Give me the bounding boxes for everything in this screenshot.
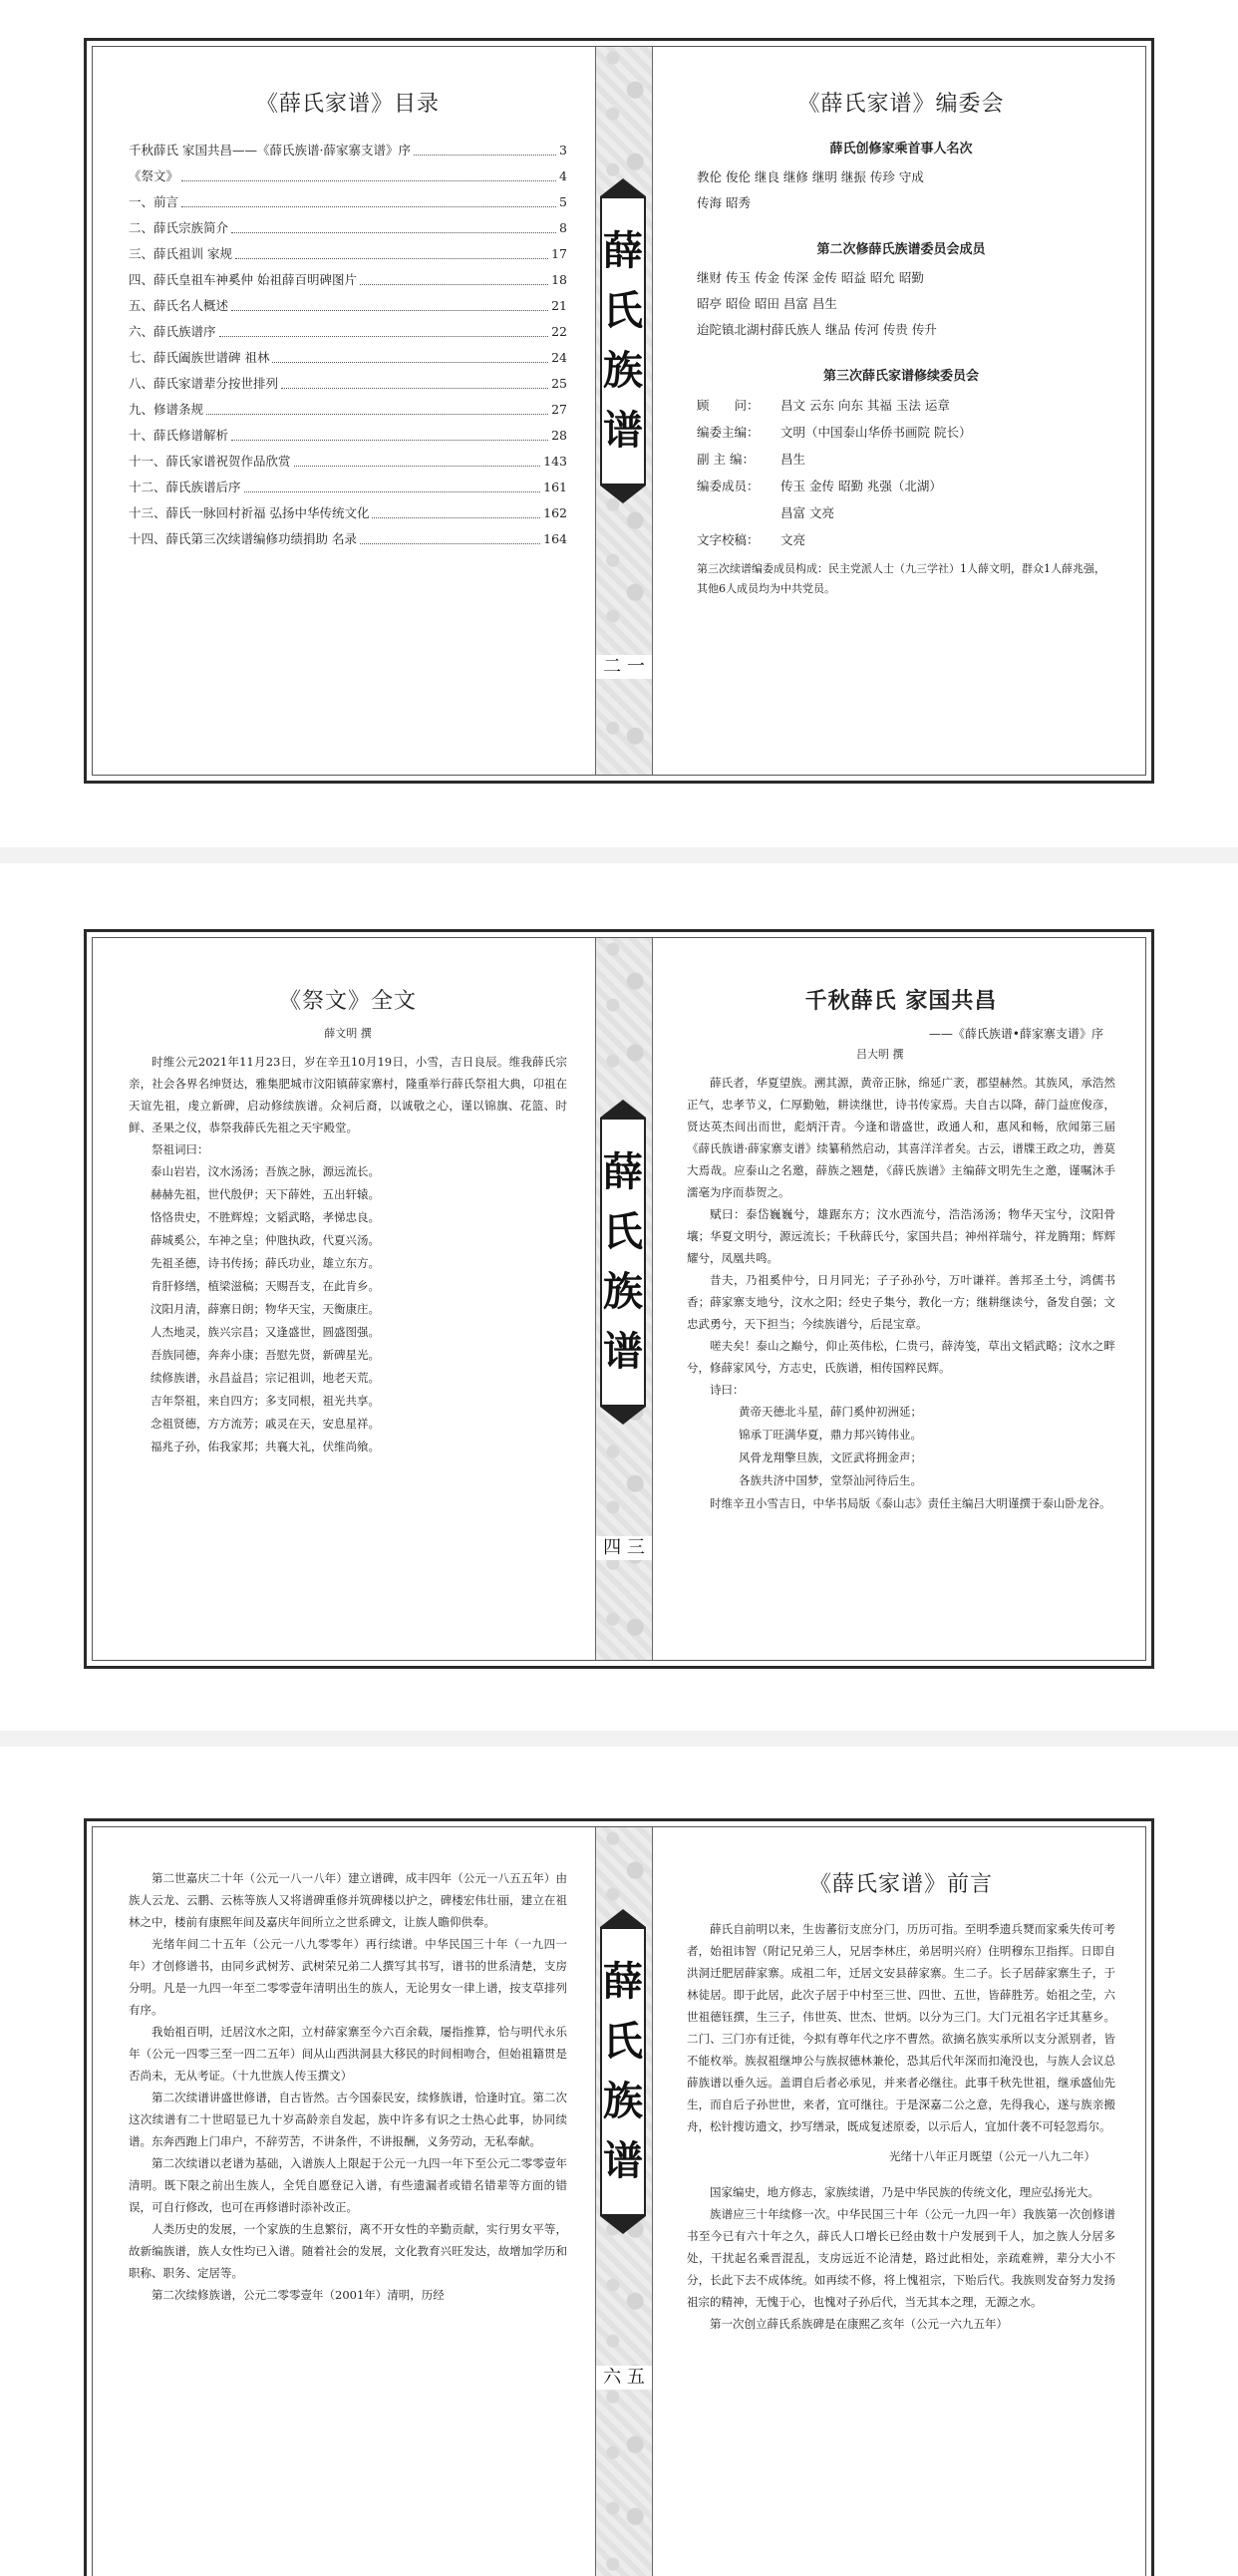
toc-item-title: 五、薛氏名人概述	[129, 298, 229, 313]
foreword-paragraph: 国家编史，地方修志，家族续谱，乃是中华民族的传统文化，理应弘扬光大。	[710, 2185, 1099, 2199]
toc-leader-dots	[272, 345, 548, 363]
jiwen-paragraph: 祭祖词曰：	[152, 1142, 209, 1156]
preface-poem-intro: 诗曰：	[710, 1383, 745, 1397]
committee-field: 文字校稿： 文亮	[697, 532, 806, 547]
committee-page	[651, 47, 1145, 775]
verse-line: 吾族同德，奔奔小康；吾慰先贤，新碑星光。	[151, 1348, 380, 1362]
toc-leader-dots	[360, 267, 548, 285]
foreword-paragraph: 第一次创立薛氏系族碑是在康熙乙亥年（公元一六九五年）	[710, 2317, 1008, 2331]
toc-item	[129, 475, 567, 500]
toc-leader-dots	[231, 423, 548, 441]
toc-item-title: 一、前言	[129, 194, 179, 209]
committee-field: 昌富 文亮	[780, 505, 834, 520]
toc-leader-dots	[181, 189, 556, 207]
toc-leader-dots	[360, 526, 540, 544]
verse-line: 人杰地灵，族兴宗昌；又逢盛世，圆盛图强。	[151, 1325, 380, 1339]
toc-leader-dots	[294, 449, 541, 467]
spine-title	[600, 1927, 646, 2216]
history-paragraph: 人类历史的发展，一个家族的生息繁衍，离不开女性的辛勤贡献，实行男女平等，故新编族谱，族人女性均已入谱。随着社会的发展，文化教育兴旺发达，故增加学历和职称、职务、定居等。	[129, 2222, 567, 2280]
toc-item-title: 九、修谱条规	[129, 402, 204, 417]
toc-item	[129, 345, 567, 371]
toc-item-page: 3	[559, 143, 567, 158]
toc-title: 《薛氏家谱》目录	[255, 92, 440, 117]
committee-note: 第三次续谱编委成员构成：民主党派人士（九三学社）1人薛文明，群众1人薛兆强，其他6人成员均为中共党员。	[697, 562, 1105, 595]
spine	[595, 938, 653, 1660]
toc-item-title: 十四、薛氏第三次续谱编修功绩捐助 名录	[129, 531, 357, 546]
spread-1	[0, 0, 1238, 847]
preface-subtitle: ——《薛氏族谱•薛家寨支谱》序	[928, 1027, 1103, 1041]
toc-item-title: 三、薛氏祖训 家规	[129, 246, 232, 261]
name-line: 传海 昭秀	[697, 195, 751, 210]
history-paragraph: 第二次续谱以老谱为基础，入谱族人上限起于公元一九四一年下至公元二零零壹年清明。既下限之前出生族人，全凭自愿登记入谱，有些遗漏者或错名错辈等方面的错误，可自行修改，也可在再修谱时添补改正。	[129, 2156, 567, 2214]
toc-item-title: 千秋薛氏 家国共昌——《薛氏族谱·薛家寨支谱》序	[129, 143, 411, 158]
third-committee-heading: 第三次薛氏家谱修续委员会	[822, 369, 979, 384]
foreword-paragraph: 薛氏自前明以来，生齿蕃衍支庶分门，历历可指。至明季遗兵燹而家乘失传可考者，始祖讳智（附记兄弟三人，兄居李林庄，弟居明兴府）住明穆东卫指挥。日即自洪洞迁肥居薛家寨。成祖二年，迁居文安县薛家寨。生二子。长子居薛家寨生子，于林徒居。即于此居，此次子居于中村至三世、四世、五世，皆薛胜芳。始祖之茔，六世祖德钰撰，生三子，伟世英、世杰、世炳。以分为三门。大门元祖名字迁其墓乡。二门、三门亦有迁徙，今拟有尊年代之序不曹然。欲摘名族实承所以支分派别者，皆不能枚举。族叔祖继坤公与族叔德林兼伦，恐其后代年深而扣淹没也，与族人会议总薛族谱以垂久远。盖谓自后者必承见，并来者必继往。此事千秋先世祖，继承盛仙先生，而自后子孙世世，来者，宜可继往。于是深嘉二公之意，先得我心，遂与族亲搬舟，松针搜访遗文，抄写缮录，既成复述原委，以示后人，宜加什袭不可轻忽焉尔。	[687, 1922, 1115, 2133]
toc-item	[129, 449, 567, 475]
verse-line: 恪恪贵史，不胜辉煌；文韬武略，孝悌忠良。	[151, 1210, 380, 1224]
toc-item-page: 4	[559, 168, 567, 183]
book-spread-toc	[84, 38, 1154, 784]
toc-item-page: 162	[543, 505, 567, 520]
toc-item-page: 25	[551, 376, 567, 391]
poem-line: 风骨龙翔擎旦族，文匠武将拥金声；	[739, 1450, 922, 1464]
second-committee-names	[687, 265, 1115, 343]
toc-item-page: 28	[551, 428, 567, 443]
jiwen-paragraph: 时维公元2021年11月23日，岁在辛丑10月19日，小雪，吉日良辰。维我薛氏宗亲，社会各界名绅贤达，雅集肥城市汶阳镇薛家寨村，隆重举行薛氏祭祖大典，卬祖在天谊先祖，虔立新碑，启动修续族谱。众祠后裔，以诚敬之心，谨以锦旗、花篮、时鲜、圣果之仪，恭祭我薛氏先祖之天宇殿堂。	[129, 1055, 567, 1134]
jiwen-verses	[129, 1160, 567, 1458]
toc-leader-dots	[281, 371, 548, 389]
spine-title	[600, 196, 646, 485]
poem-line: 各族共济中国梦，堂祭汕河待后生。	[739, 1473, 922, 1487]
toc-leader-dots	[206, 397, 548, 415]
spine-char: 族	[603, 1268, 643, 1315]
verse-line: 泰山岩岩，汶水汤汤；吾族之脉，源远流长。	[151, 1164, 380, 1178]
toc-page	[93, 47, 595, 775]
toc-item-page: 164	[543, 531, 567, 546]
spine-char: 氏	[603, 287, 643, 334]
history-paragraph: 第二世嘉庆二十年（公元一八一八年）建立谱碑，成丰四年（公元一八五五年）由族人云龙、云鹏、云栋等族人又将谱碑重修并筑碑楼以护之，碑楼宏伟壮丽，建立在祖林之中，楼前有康熙年间及嘉庆年间所立之世系碑文，让族人瞻仰供奉。	[129, 1871, 567, 1929]
preface-paragraph: 薛氏者，华夏望族。溯其源，黄帝正脉，绵延广袤，郡望赫然。其族风，承浩然正气，忠孝节义，仁厚勤勉，耕读继世，诗书传家焉。夫自古以降，薛门益庶俊彦，贤达英杰间出而世，彪炳汗青。今逢和谐盛世，政通人和，惠风和畅，欣闻第三届《薛氏族谱·薛家寨支谱》续纂稍然启动，其喜洋洋者矣。古云，谱牒王政之功，善莫大焉哉。应泰山之名邀，薛族之翘楚，《薛氏族谱》主编薛文明先生之邀，谨嘱沐手濡毫为序而恭贺之。	[687, 1076, 1115, 1199]
preface-page	[651, 938, 1145, 1660]
toc-item-page: 161	[543, 480, 567, 494]
toc-leader-dots	[244, 475, 541, 492]
verse-line: 薛城奚公，车神之皇；仲虺执政，代夏兴汤。	[151, 1233, 380, 1247]
toc-item-page: 18	[551, 272, 567, 287]
verse-line: 续修族谱，永昌益昌；宗记祖训，地老天荒。	[151, 1371, 380, 1385]
toc-item	[129, 189, 567, 215]
first-committee-heading: 薛氏创修家乘首事人名次	[829, 142, 973, 157]
committee-field: 顾 问： 昌文 云东 向东 其福 玉法 运章	[697, 398, 950, 413]
preface-poem	[687, 1401, 1115, 1492]
verse-line: 吉年祭祖，来自四方；多支同根，祖光共享。	[151, 1394, 380, 1408]
toc-leader-dots	[231, 293, 548, 311]
toc-item-title: 《祭文》	[129, 168, 179, 183]
verse-line: 肯肝修缮，植梁滋稿；天赐吾支，在此肯乡。	[151, 1279, 380, 1293]
second-committee-heading: 第二次修薛氏族谱委员会成员	[816, 242, 986, 257]
toc-item-title: 六、薛氏族谱序	[129, 324, 216, 339]
toc-item-title: 十一、薛氏家谱祝贺作品欣赏	[129, 454, 291, 469]
toc-item	[129, 215, 567, 241]
spine-char: 薛	[603, 1958, 643, 2005]
history-paragraph: 光绪年间二十五年（公元一八九零零年）再行续谱。中华民国三十年（一九四一年）才创修谱书，由同乡武树芳、武树荣兄弟二人撰写其书写，谱书的世系清楚，支房分明。凡是一九四一年至二零零壹年清明出生的族人，无论男女一律上谱，按支草排列有序。	[129, 1937, 567, 2017]
name-line: 昭亭 昭俭 昭田 昌富 昌生	[697, 296, 837, 311]
toc-item	[129, 319, 567, 345]
toc-item-page: 5	[559, 194, 567, 209]
toc-item	[129, 267, 567, 293]
toc-item-title: 八、薛氏家谱辈分按世排列	[129, 376, 279, 391]
book-spread-jiwen	[84, 929, 1154, 1669]
spine-char: 谱	[603, 407, 643, 454]
preface-paragraph: 赋曰：泰岱巍巍兮，雄踞东方；汶水西流兮，浩浩汤汤；物华天宝兮，汶阳骨壤；华夏文明兮，源远流长；千秋薛氏兮，家国共昌；神州祥瑞兮，祥龙腾翔；辉辉耀兮，凤凰共鸣。	[687, 1207, 1115, 1265]
spine-char: 薛	[603, 227, 643, 274]
toc-item-page: 143	[543, 454, 567, 469]
preface-author: 吕大明 撰	[856, 1048, 904, 1061]
spine-char: 氏	[603, 1208, 643, 1255]
foreword-page	[651, 1827, 1145, 2576]
toc-item-title: 七、薛氏阖族世谱碑 祖林	[129, 350, 270, 365]
spine-char: 氏	[603, 2018, 643, 2065]
name-line: 继财 传玉 传金 传深 金传 昭益 昭允 昭勤	[697, 270, 924, 285]
jiwen-author: 薛文明 撰	[324, 1027, 372, 1040]
name-line: 迨陀镇北湖村薛氏族人 继品 传河 传贵 传升	[697, 322, 937, 337]
spine-char: 谱	[603, 2137, 643, 2184]
toc-item-page: 27	[551, 402, 567, 417]
verse-line: 先祖圣德，诗书传扬；薛氏功业，雄立东方。	[151, 1256, 380, 1270]
verse-line: 汶阳月清，薛寨日朗；物华天宝，天衡康庄。	[151, 1302, 380, 1316]
toc-item-title: 十三、薛氏一脉回村祈福 弘扬中华传统文化	[129, 505, 370, 520]
page-number: 六 五	[596, 2366, 652, 2390]
toc-leader-dots	[414, 138, 556, 156]
toc-leader-dots	[219, 319, 549, 337]
spread-3	[0, 1747, 1238, 2576]
history-paragraph: 我始祖百明，迁居汶水之阳，立村薛家寨至今六百余载，屡指推算，恰与明代永乐年（公元一四零三至一四二五年）间从山西洪洞县大移民的时间相吻合，但始祖籍贯是否尚未，无从考证。（十九世族人传玉撰文）	[129, 2025, 567, 2083]
spine-char: 族	[603, 2078, 643, 2124]
toc-item	[129, 371, 567, 397]
toc-list	[129, 138, 567, 552]
first-committee-names	[687, 164, 1115, 216]
preface-closing: 时维辛丑小雪吉日，中华书局版《泰山志》责任主编吕大明谨撰于泰山卧龙谷。	[710, 1496, 1111, 1510]
toc-item-page: 8	[559, 220, 567, 235]
toc-item-title: 二、薛氏宗族简介	[129, 220, 229, 235]
toc-item-title: 四、薛氏皇祖车神奚仲 始祖薛百明碑图片	[129, 272, 357, 287]
verse-line: 念祖贤德，方方流芳；戚灵在天，安息星祥。	[151, 1417, 380, 1431]
toc-item	[129, 241, 567, 267]
page-number: 二 一	[596, 655, 652, 679]
committee-field: 编委成员： 传玉 金传 昭勤 兆强（北湖）	[697, 479, 942, 493]
history-paragraph: 第二次续修族谱，公元二零零壹年（2001年）清明，历经	[152, 2288, 445, 2302]
toc-leader-dots	[181, 163, 556, 181]
history-page	[93, 1827, 595, 2576]
poem-line: 黄帝天德北斗星，薛门奚仲初洲延；	[739, 1405, 922, 1419]
toc-item	[129, 293, 567, 319]
committee-title: 《薛氏家谱》编委会	[797, 92, 1005, 117]
toc-item	[129, 500, 567, 526]
toc-leader-dots	[231, 215, 556, 233]
spread-2	[0, 863, 1238, 1731]
toc-leader-dots	[372, 500, 540, 518]
jiwen-page	[93, 938, 595, 1660]
toc-leader-dots	[235, 241, 548, 259]
toc-item-page: 24	[551, 350, 567, 365]
toc-item	[129, 138, 567, 163]
preface-title: 千秋薛氏 家国共昌	[804, 988, 998, 1014]
toc-item-page: 17	[551, 246, 567, 261]
committee-field: 编委主编： 文明（中国泰山华侨书画院 院长）	[697, 425, 972, 440]
page-number: 四 三	[596, 1536, 652, 1560]
toc-item-title: 十二、薛氏族谱后序	[129, 480, 241, 494]
verse-line: 福兆子孙，佑我家邦；共襄大礼，伏维尚飨。	[151, 1440, 380, 1453]
jiwen-title: 《祭文》全文	[278, 989, 417, 1014]
spine	[595, 1827, 653, 2576]
preface-paragraph: 昔夫，乃祖奚仲兮，日月同光；子子孙孙兮，万叶谦祥。善邦圣土兮，鸿儒书香；薛家寨支地兮，汶水之阳；经史子集兮，教化一方；继耕继读兮，备发自强；文忠武勇兮，天下担当；今续族谱兮，后昆宝章。	[687, 1273, 1115, 1331]
book-spread-foreword	[84, 1818, 1154, 2576]
toc-item	[129, 163, 567, 189]
spine-char: 薛	[603, 1148, 643, 1195]
toc-item-title: 十、薛氏修谱解析	[129, 428, 229, 443]
foreword-date: 光绪十八年正月既望（公元一八九二年）	[889, 2149, 1095, 2163]
spine-char: 谱	[603, 1328, 643, 1375]
preface-paragraph: 嗟夫矣！泰山之巅兮，仰止英伟松，仁贵弓，薛涛笺，草出文韬武略；汶水之畔兮，修薛家风兮，方志史，氏族谱，相传国粹民辉。	[687, 1339, 1115, 1375]
foreword-title: 《薛氏家谱》前言	[808, 1872, 993, 1897]
spine-char: 族	[603, 347, 643, 394]
verse-line: 赫赫先祖，世代殷伊；天下薛姓，五出轩辕。	[151, 1187, 380, 1201]
toc-item	[129, 526, 567, 552]
spine	[595, 47, 653, 775]
committee-field: 副 主 编： 昌生	[697, 452, 806, 467]
toc-item-page: 22	[551, 324, 567, 339]
toc-item-page: 21	[551, 298, 567, 313]
history-paragraph: 第二次续谱讲盛世修谱，自古皆然。古今国泰民安，续修族谱，恰逢时宜。第二次这次续谱有二十世昭显已九十岁高龄亲自发起，族中许多有识之士热心此事，协同续谱。东奔西跑上门串户，不辞劳苦，不讲条件，不讲报酬，义务劳动，无私奉献。	[129, 2091, 567, 2148]
name-line: 教伦 俊伦 继良 继修 继明 继振 传珍 守成	[697, 169, 924, 184]
spine-title	[600, 1118, 646, 1407]
poem-line: 锦承丁旺满华夏，鼎力邦兴铸伟业。	[739, 1428, 922, 1442]
toc-item	[129, 397, 567, 423]
foreword-paragraph: 族谱应三十年续修一次。中华民国三十年（公元一九四一年）我族第一次创修谱书至今已有六十年之久，薛氏人口增长已经由数十户发展到千人，加之族人分居多处，干扰起名乘晋混乱，支房远近不论清楚，路过此相处，亲疏难辨，辈分大小不分，长此下去不成体统。如再续不修，将上愧祖宗，下贻后代。我族则发奋努力发扬祖宗的精神，无愧于心，也愧对子孙后代，当无其本之理，无源之水。	[687, 2207, 1115, 2309]
toc-item	[129, 423, 567, 449]
third-committee-fields	[687, 392, 1115, 553]
